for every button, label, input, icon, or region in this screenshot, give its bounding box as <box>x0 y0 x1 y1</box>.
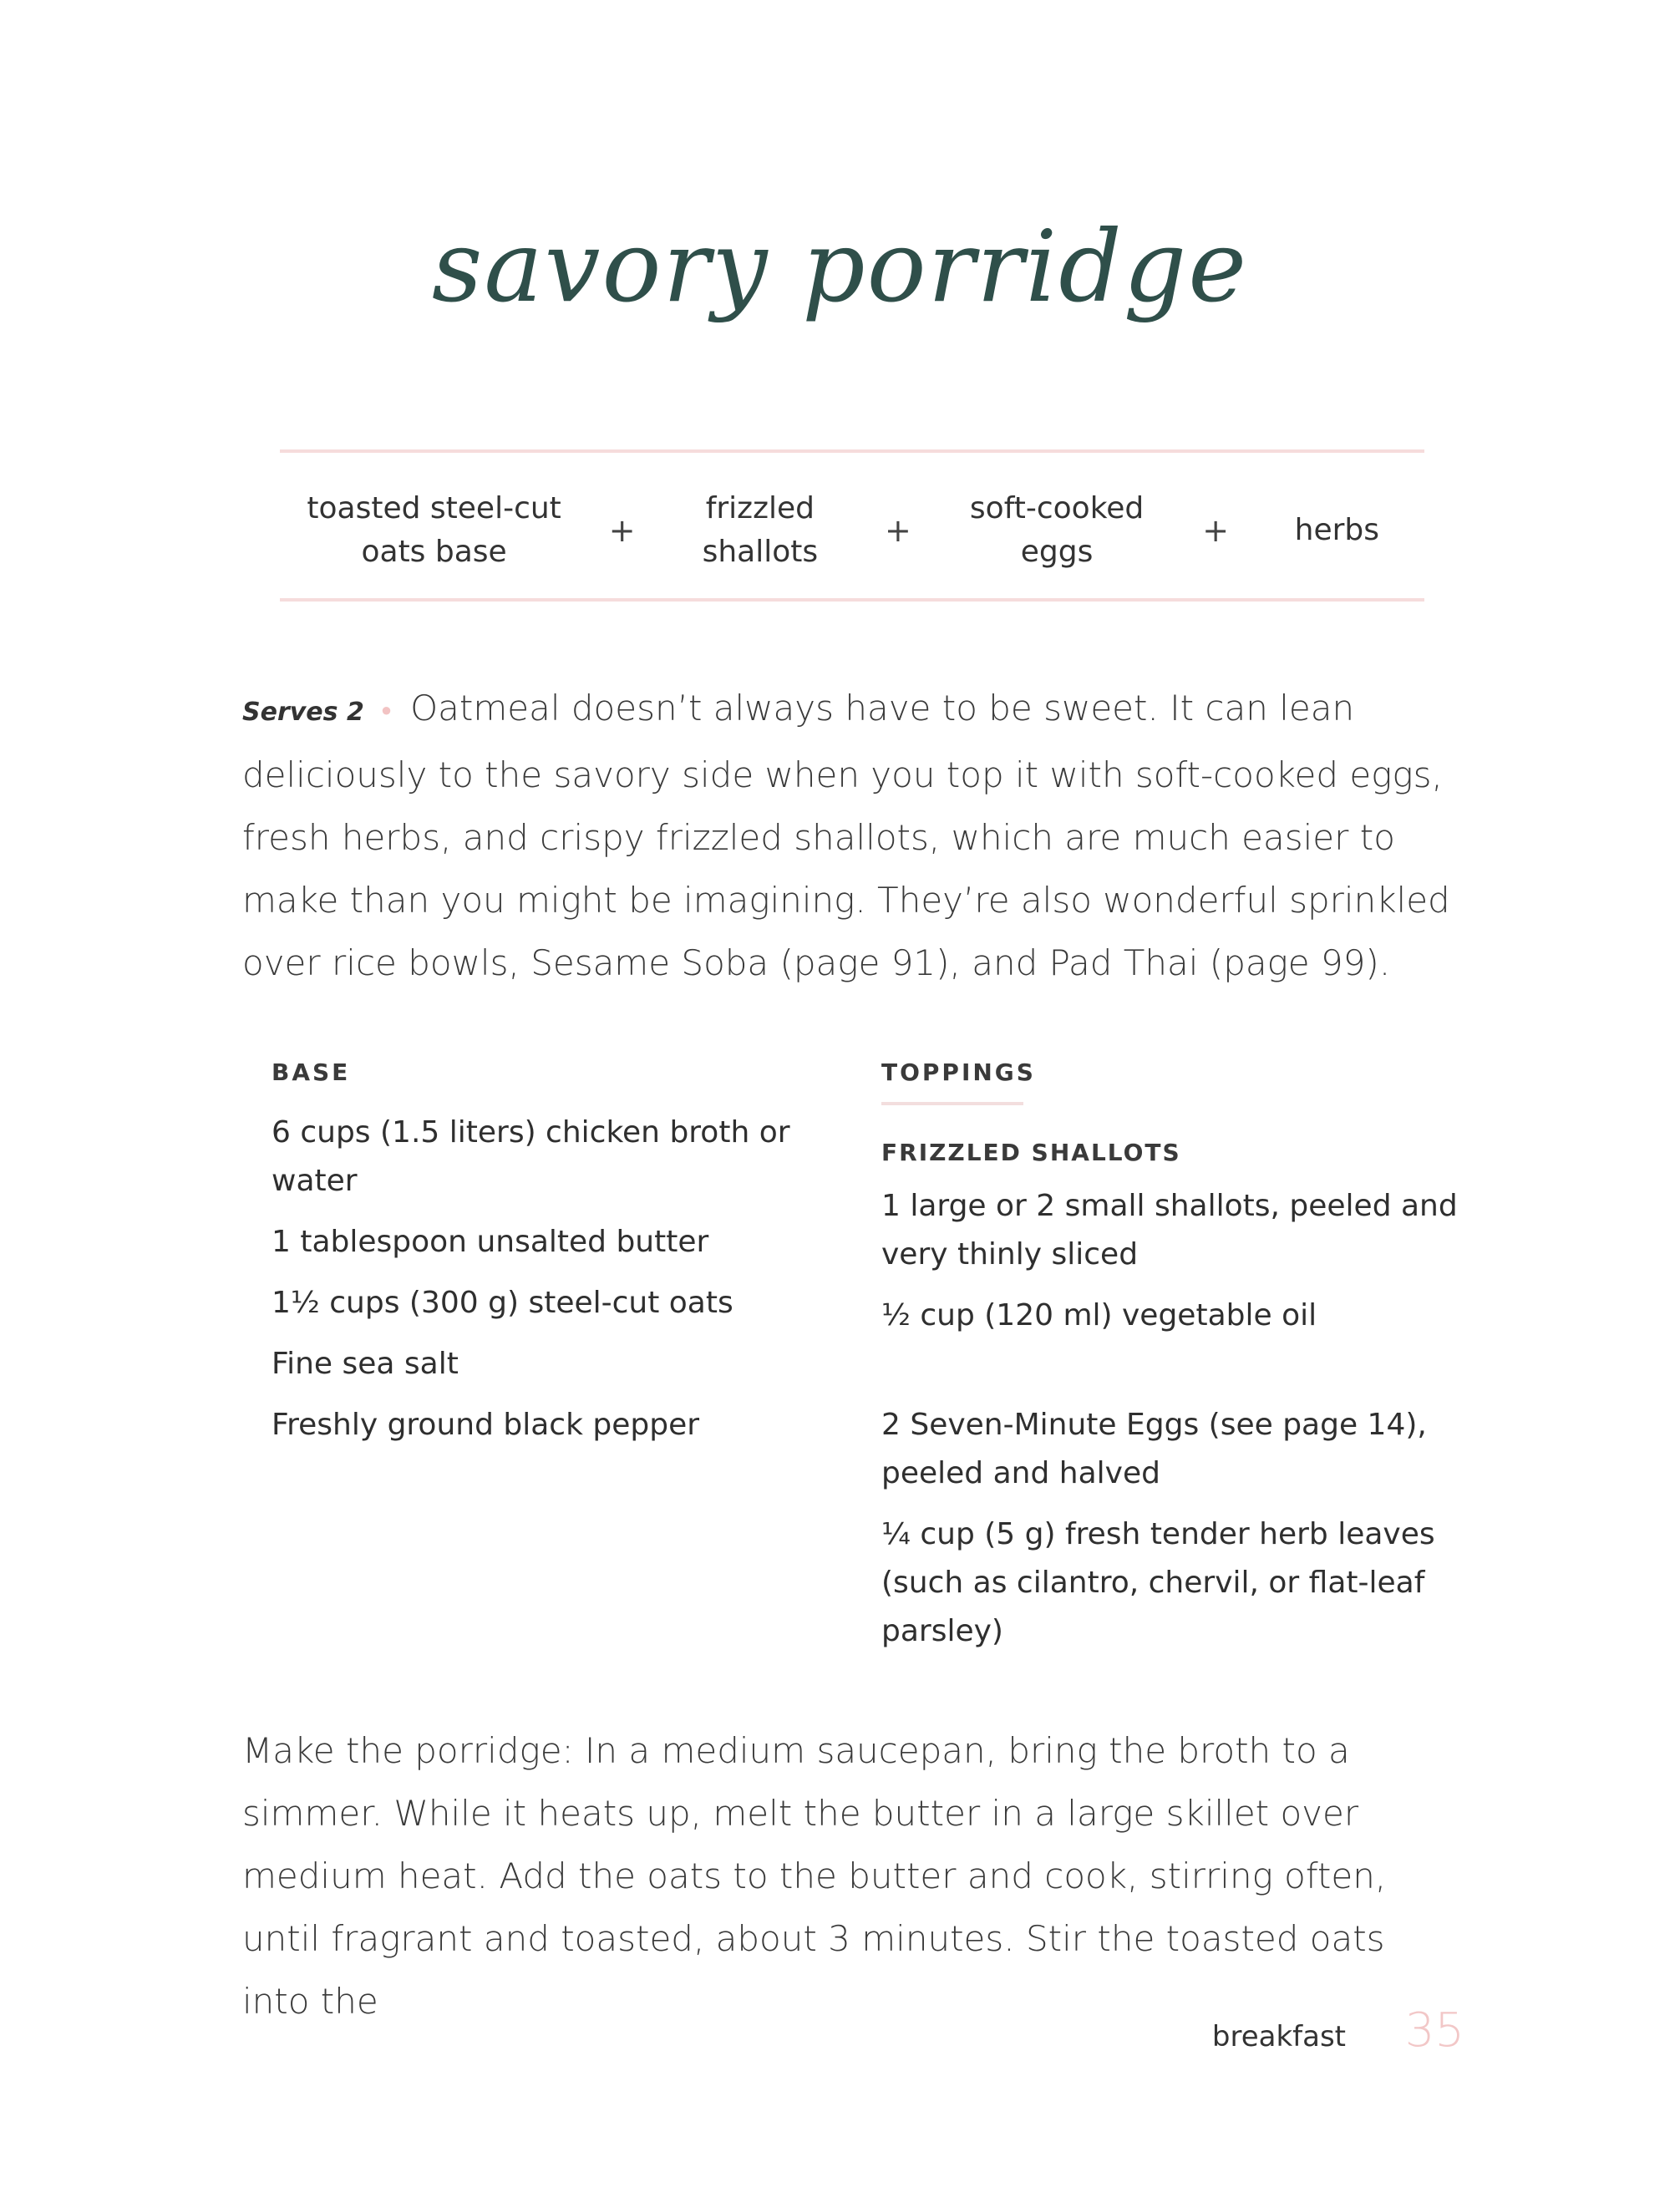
formula-item-line: soft-cooked <box>969 491 1145 525</box>
ingredient-item: 2 Seven-Minute Eggs (see page 14), peeled and halved <box>881 1408 1427 1490</box>
formula-bottom-rule <box>280 598 1424 602</box>
base-heading: BASE <box>272 1058 351 1086</box>
formula-item-line: eggs <box>1020 535 1094 569</box>
ingredient-item: Freshly ground black pepper <box>272 1408 700 1442</box>
formula-top-rule <box>280 449 1424 453</box>
ingredient-item: Fine sea salt <box>272 1347 459 1381</box>
toppings-ingredients <box>881 1048 1466 1668</box>
formula-item-line: toasted steel-cut <box>307 491 561 525</box>
spacer <box>881 1353 1466 1401</box>
bullet-dot-icon: ● <box>380 700 393 721</box>
formula-item-herbs: herbs <box>1294 513 1380 547</box>
recipe-formula <box>280 485 1424 576</box>
ingredient-item: ½ cup (120 ml) vegetable oil <box>881 1298 1317 1333</box>
base-ingredient-list <box>272 1109 806 1449</box>
ingredient-item: 6 cups (1.5 liters) chicken broth or water <box>272 1115 790 1198</box>
plus-icon: + <box>885 512 911 549</box>
frizzled-shallots-subheading: FRIZZLED SHALLOTS <box>881 1139 1181 1166</box>
ingredient-item: 1 large or 2 small shallots, peeled and very thinly sliced <box>881 1189 1458 1272</box>
formula-item-line: frizzled <box>705 491 815 525</box>
formula-item-line: oats base <box>361 535 507 569</box>
intro-paragraph <box>242 677 1462 994</box>
toppings-underline <box>881 1102 1023 1105</box>
ingredient-item: 1 tablespoon unsalted butter <box>272 1225 709 1259</box>
toppings-heading: TOPPINGS <box>881 1058 1036 1086</box>
recipe-title: savory porridge <box>431 209 1249 324</box>
intro-text: Oatmeal doesn’t always have to be sweet. It can lean deliciously to the savory side when you top it with soft-cooked eggs, fresh herbs, and crispy frizzled shallots, which are much easier to make than you might be imagining. They’re also wonderful sprinkled over rice bowls, Sesame Soba (page 91), and Pad Thai (page 99). <box>242 688 1450 983</box>
ingredient-item: 1½ cups (300 g) steel-cut oats <box>272 1286 733 1320</box>
method-paragraph: Make the porridge: In a medium saucepan, bring the broth to a simmer. While it heats up, melt the butter in a large skillet over medium heat. Add the oats to the butter and cook, stirring often, until fragrant and toasted, about 3 minutes. Stir the toasted oats into the <box>242 1730 1387 2022</box>
footer-section-label: breakfast <box>1211 2020 1346 2053</box>
page-number: 35 <box>1404 2003 1464 2058</box>
formula-item-oats-base <box>301 487 568 574</box>
topping-ingredient-list <box>881 1401 1466 1656</box>
plus-icon: + <box>1202 512 1230 549</box>
plus-icon: + <box>608 512 636 549</box>
formula-item-line: shallots <box>702 535 819 569</box>
base-ingredients <box>272 1048 806 1462</box>
formula-item-shallots <box>677 487 844 574</box>
formula-item-eggs <box>952 487 1161 574</box>
shallot-ingredient-list <box>881 1182 1466 1340</box>
ingredient-item: ¼ cup (5 g) fresh tender herb leaves (such as cilantro, chervil, or flat-leaf parsley) <box>881 1517 1435 1648</box>
serves-label: Serves 2 <box>242 698 364 727</box>
